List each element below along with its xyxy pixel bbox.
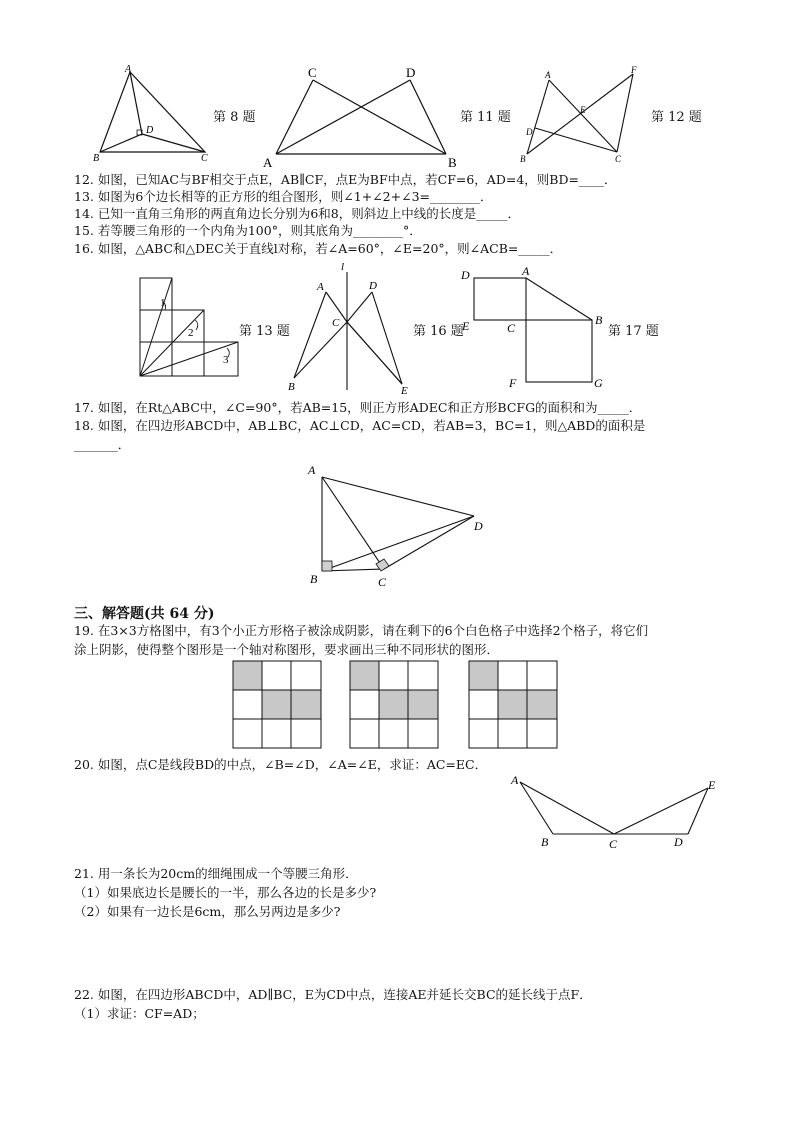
label-d: D — [146, 125, 154, 136]
label-b: B — [93, 153, 100, 164]
label-l: l — [341, 261, 345, 273]
grid-figure-1[interactable] — [232, 660, 324, 750]
question-15: 15. 若等腰三角形的一个内角为100°，则其底角为________°． — [74, 223, 422, 238]
figure-q12 — [515, 62, 645, 170]
label-a: A — [263, 155, 273, 170]
label-b: B — [288, 381, 295, 393]
label-d: D — [526, 127, 533, 137]
question-21-part1: （1）如果底边长是腰长的一半，那么各边的长是多少? — [74, 885, 377, 900]
question-22: 22. 如图，在四边形ABCD中，AD∥BC，E为CD中点，连接AE并延长交BC的延长线于点F． — [74, 987, 592, 1002]
question-17: 17. 如图，在Rt△ABC中，∠C=90°，若AB=15，则正方形ADEC和正方形BCFG的面积和为_____． — [74, 400, 642, 415]
label-a: A — [308, 463, 316, 477]
grid-figure-3[interactable] — [468, 660, 560, 750]
label-c: C — [308, 65, 317, 80]
caption-q8: 第 8 题 — [213, 110, 256, 125]
question-18-line1: 18. 如图，在四边形ABCD中，AB⊥BC，AC⊥CD，AC=CD，若AB=3，BC=1，则△ABD的面积是 — [74, 418, 646, 433]
figure-q17 — [458, 262, 610, 392]
section-heading: 三、解答题(共 64 分) — [74, 606, 215, 622]
label-angle-2: 2 — [188, 327, 194, 339]
label-a: A — [317, 281, 324, 293]
label-c: C — [615, 154, 622, 164]
question-19-line2: 涂上阴影，使得整个图形是一个轴对称图形，要求画出三种不同形状的图形． — [74, 642, 500, 657]
label-a: A — [125, 64, 132, 75]
question-12: 12. 如图，已知AC与BF相交于点E，AB∥CF，点E为BF中点，若CF=6，AD=4，则BD=____． — [74, 172, 617, 187]
caption-q16: 第 16 题 — [413, 324, 464, 339]
label-angle-1: 1 — [160, 297, 166, 309]
caption-q12: 第 12 题 — [651, 110, 702, 125]
question-22-part1: （1）求证：CF=AD； — [74, 1006, 205, 1021]
label-c: C — [201, 153, 208, 164]
caption-q13: 第 13 题 — [239, 324, 290, 339]
question-16: 16. 如图，△ABC和△DEC关于直线l对称，若∠A=60°，∠E=20°，则∠ACB=_____． — [74, 241, 563, 256]
label-e: E — [708, 778, 716, 792]
question-13: 13. 如图为6个边长相等的正方形的组合图形，则∠1+∠2+∠3=________． — [74, 189, 493, 204]
label-d: D — [474, 519, 483, 533]
question-19-line1: 19. 在3×3方格图中，有3个小正方形格子被涂成阴影，请在剩下的6个白色格子中选择2个格子，将它们 — [74, 623, 649, 638]
question-14: 14. 已知一直角三角形的两直角边长分别为6和8，则斜边上中线的长度是_____． — [74, 206, 521, 221]
label-d: D — [461, 268, 470, 282]
caption-q11: 第 11 题 — [460, 110, 511, 125]
label-a: A — [545, 70, 551, 80]
question-21-part2: （2）如果有一边长是6cm，那么另两边是多少? — [74, 904, 341, 919]
label-f: F — [631, 65, 637, 75]
figure-q20 — [508, 770, 723, 852]
figure-q16 — [284, 260, 414, 396]
question-21: 21. 用一条长为20cm的细绳围成一个等腰三角形． — [74, 866, 358, 881]
label-c: C — [507, 321, 516, 335]
caption-q17: 第 17 题 — [608, 324, 659, 339]
label-c: C — [332, 317, 340, 329]
figure-q18 — [300, 460, 500, 590]
label-d: D — [674, 835, 683, 849]
grid-figure-2[interactable] — [349, 660, 441, 750]
label-g: G — [594, 376, 603, 390]
label-b: B — [448, 155, 457, 170]
label-b: B — [520, 154, 526, 164]
label-a: A — [511, 773, 519, 787]
question-20: 20. 如图，点C是线段BD的中点，∠B=∠D，∠A=∠E，求证：AC=EC． — [74, 757, 488, 772]
label-f: F — [509, 376, 517, 390]
label-e: E — [580, 105, 586, 115]
label-a: A — [522, 264, 530, 278]
figure-q11 — [258, 62, 468, 170]
label-c: C — [609, 837, 618, 851]
label-e: E — [462, 319, 470, 333]
label-b: B — [595, 313, 603, 327]
label-angle-3: 3 — [223, 354, 229, 366]
question-18-line2: _______． — [74, 437, 131, 452]
label-c: C — [378, 575, 387, 589]
figure-q8 — [90, 62, 220, 167]
label-b: B — [310, 572, 318, 586]
figure-q13 — [135, 272, 245, 384]
label-d: D — [369, 280, 377, 292]
label-e: E — [401, 385, 408, 396]
label-d: D — [406, 65, 416, 80]
label-b: B — [541, 835, 549, 849]
